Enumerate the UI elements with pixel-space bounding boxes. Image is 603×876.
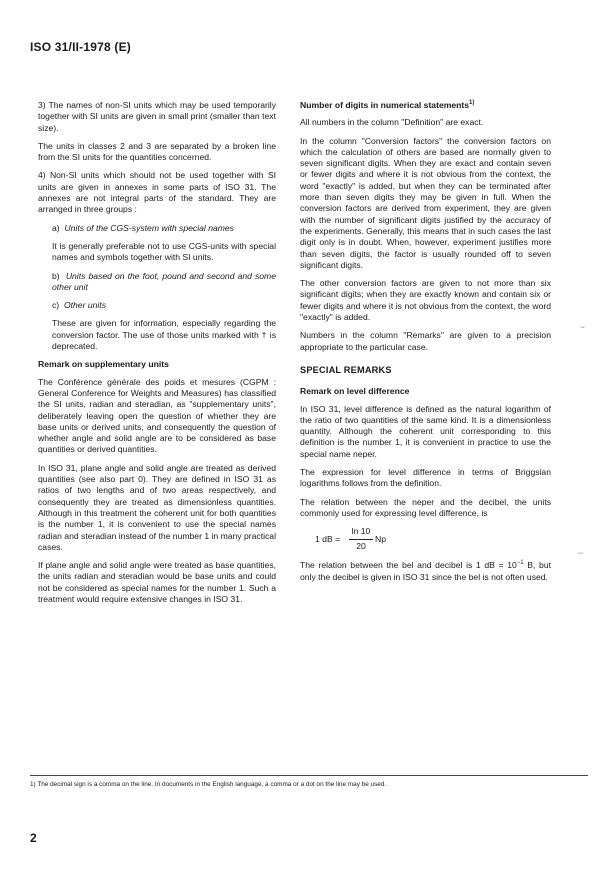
paragraph-conversion-factors: In the column "Conversion factors" the conversion factors on which the calculation of others are based are normally given to seven significant digits. When they are exact and contain seven or fewer digits and where it is not obvious from the context, the word "exactly" is added, but when they can be terminated after more than seven digits they may be given in full. When the conversion factors are derived from experiment, they are given with the number of significant digits justified by the accuracy of the experiments. Generally, this means that in such cases the last digit only is in doubt. When, however, experiment justifies more than seven digits, the factor is usually rounded off to seven significant digits.	[300, 135, 551, 270]
bel-text-b: B, but only the decibel is given in ISO 31 since the bel is not often used.	[300, 560, 552, 582]
paragraph-cgpm: The Conférence générale des poids et mesures (CGPM : General Conference for Weights and Measures) has classified the SI units, radian and steradian, as "supplementary units", deliberately leaving open the question of whether they are base units or derived units, and consequently the question of whether angle and solid angle are to be considered as base quantities or derived quantities.	[38, 376, 276, 455]
bel-text-a: The relation between the bel and decibel is 1 dB = 10	[300, 560, 517, 571]
group-b	[52, 271, 276, 294]
group-b-label: b)	[52, 270, 60, 281]
group-c	[52, 300, 276, 311]
group-a	[52, 223, 276, 234]
group-a-title: Units of the CGS-system with special names	[64, 222, 234, 233]
paragraph-plane-angle: In ISO 31, plane angle and solid angle are treated as derived quantities (see also part 0). They are defined in ISO 31 as ratios of two lengths and of two areas respectively, and consequently they are treated as dimensionless quantities. Although in this treatment the coherent unit for both quantities is the number 1, it is convenient to use the special names radian and steradian instead of the number 1 in many practical cases.	[38, 462, 276, 552]
paragraph-other-factors: The other conversion factors are given to not more than six significant digits; when they are exactly known and contain six or fewer digits and where it is not obvious from the context, the word "exactly" is added.	[300, 278, 551, 323]
decibel-formula	[315, 526, 551, 552]
footnote-divider	[30, 775, 588, 776]
heading-number-of-digits	[300, 100, 551, 111]
heading-special-remarks: SPECIAL REMARKS	[300, 364, 392, 375]
paragraph-item-4: 4) Non-SI units which should not be used together with SI units are given in annexes in some parts of ISO 31. The annexes are not integral parts of the standard. They are arranged in three groups :	[38, 170, 276, 215]
heading-supplementary-units: Remark on supplementary units	[38, 359, 169, 370]
margin-mark: ⌣	[578, 548, 584, 557]
footnote: 1) The decimal sign is a comma on the line. In documents in the English language, a comma or a dot on the line may be used.	[30, 781, 387, 788]
paragraph-briggsian: The expression for level difference in terms of Briggsian logarithms follows from the definition.	[300, 467, 551, 489]
group-a-label: a)	[52, 222, 60, 233]
paragraph-level-definition: In ISO 31, level difference is defined as the natural logarithm of the ratio of two quantities of the same kind. It is a dimensionless quantity. Although the coherent unit corresponding to this definition is the number 1, it is convenient in practice to use the special name neper.	[300, 403, 551, 459]
paragraph-neper-decibel: The relation between the neper and the decibel, the units commonly used for expressing level difference, is	[300, 496, 551, 518]
group-c-description: These are given for information, especially regarding the conversion factor. The use of those units marked with † is deprecated.	[52, 318, 276, 352]
paragraph-base-quantities: If plane angle and solid angle were treated as base quantities, the units radian and steradian would be base units and could not be considered as special names for the number 1. Such a treatment would require extensive changes in ISO 31.	[38, 560, 276, 604]
heading-level-difference: Remark on level difference	[300, 386, 410, 397]
formula-denominator: 20	[356, 540, 366, 551]
formula-fraction	[349, 526, 373, 552]
document-header: ISO 31/II-1978 (E)	[30, 40, 131, 54]
footnote-reference: 1)	[469, 100, 475, 106]
formula-rhs: Np	[375, 534, 386, 545]
paragraph-bel-decibel	[300, 560, 551, 583]
heading-number-of-digits-text: Number of digits in numerical statements	[300, 100, 470, 110]
bel-exponent: −1	[516, 560, 524, 567]
group-b-title: Units based on the foot, pound and second and some other unit	[52, 270, 276, 292]
group-c-title: Other units	[63, 300, 106, 311]
group-a-description: It is generally preferable not to use CGS-units with special names and symbols together with SI units.	[52, 240, 276, 263]
margin-mark: ⌣	[580, 322, 586, 331]
paragraph-classes: The units in classes 2 and 3 are separated by a broken line from the SI units for the quantities concerned.	[38, 140, 276, 163]
formula-lhs: 1 dB =	[315, 534, 341, 545]
left-column	[38, 100, 276, 612]
group-c-label: c)	[52, 300, 60, 311]
page-number: 2	[30, 831, 37, 845]
paragraph-item-3: 3) The names of non-SI units which may be used temporarily together with SI units are given in small print (smaller than text size).	[38, 100, 276, 133]
formula-numerator: ln 10	[349, 526, 373, 539]
paragraph-definition-exact: All numbers in the column "Definition" are exact.	[300, 117, 484, 128]
right-column	[300, 100, 551, 590]
paragraph-remarks-column: Numbers in the column "Remarks" are given to a precision appropriate to the particular case.	[300, 330, 551, 352]
